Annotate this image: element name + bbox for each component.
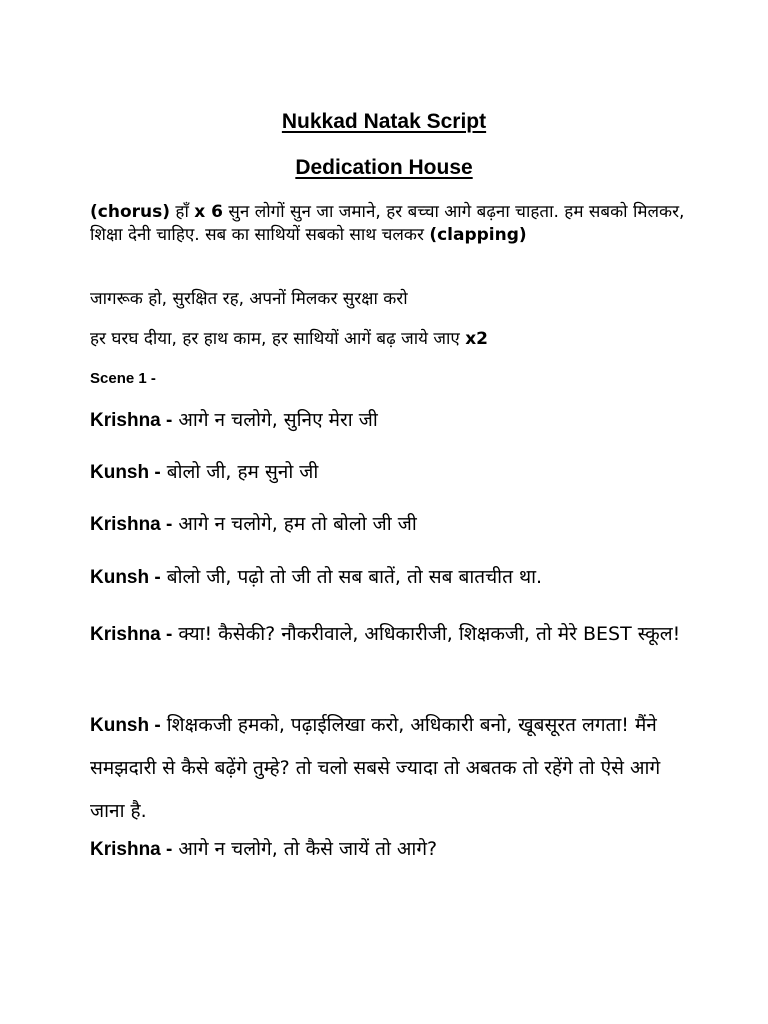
refrain-line-2-text: हर घरघ दीया, हर हाथ काम, हर साथियों आगें बढ़ जाये जाए [90, 329, 466, 349]
chorus-end-tag: (clapping) [429, 225, 527, 245]
speaker-name: Kunsh - [90, 462, 161, 483]
speaker-name: Krishna - [90, 410, 173, 431]
chorus-text-2: सुन लोगों सुन जा जमाने, हर बच्चा आगे बढ़ना चाहता. हम सबको मिलकर, शिक्षा देनी चाहिए. सब का साथियों सबको साथ चलकर [90, 202, 685, 245]
chorus-paragraph [90, 201, 685, 247]
chorus-tag: (chorus) [90, 202, 171, 222]
dialogue-text: आगे न चलोगे, सुनिए मेरा जी [172, 409, 378, 431]
speaker-name: Kunsh - [90, 567, 161, 588]
dialogue-text: क्या! कैसेकी? नौकरीवाले, अधिकारीजी, शिक्षकजी, तो मेरे BEST स्कूल! [172, 623, 681, 645]
chorus-multiplier: x 6 [194, 202, 223, 222]
dialogue-text: बोलो जी, पढ़ो तो जी तो सब बातें, तो सब बातचीत था. [160, 566, 543, 588]
refrain-line-2 [90, 328, 685, 351]
document-title: Nukkad Natak Script [281, 110, 487, 133]
dialogue-line [90, 565, 685, 590]
refrain-multiplier: x2 [465, 329, 488, 349]
dialogue-text: आगे न चलोगे, तो कैसे जायें तो आगे? [172, 838, 438, 860]
dialogue-line [90, 704, 685, 833]
dialogue-text: शिक्षकजी हमको, पढ़ाईलिखा करो, अधिकारी बनो, खूबसूरत लगता! मैंने समझदारी से कैसे बढ़ेंगे तुम्हे? तो चलो सबसे ज्यादा तो अबतक तो रहेंगे तो ऐसे आगे जाना है. [90, 714, 661, 822]
speaker-name: Krishna - [90, 514, 173, 535]
dialogue-line [90, 408, 685, 433]
refrain-line-1: जागरूक हो, सुरक्षित रह, अपनों मिलकर सुरक्षा करो [90, 289, 408, 309]
speaker-name: Krishna - [90, 839, 173, 860]
dialogue-line [90, 460, 685, 485]
dialogue-line [90, 616, 685, 653]
dialogue-text: बोलो जी, हम सुनो जी [160, 461, 319, 483]
speaker-name: Kunsh - [90, 715, 161, 736]
dialogue-line [90, 837, 685, 862]
dialogue-text: आगे न चलोगे, हम तो बोलो जी जी [172, 513, 417, 535]
dialogue-line [90, 512, 685, 537]
speaker-name: Krishna - [90, 624, 173, 645]
chorus-text-1: हाँ [170, 202, 195, 222]
scene-heading: Scene 1 - [90, 370, 156, 387]
document-subtitle: Dedication House [295, 156, 473, 179]
